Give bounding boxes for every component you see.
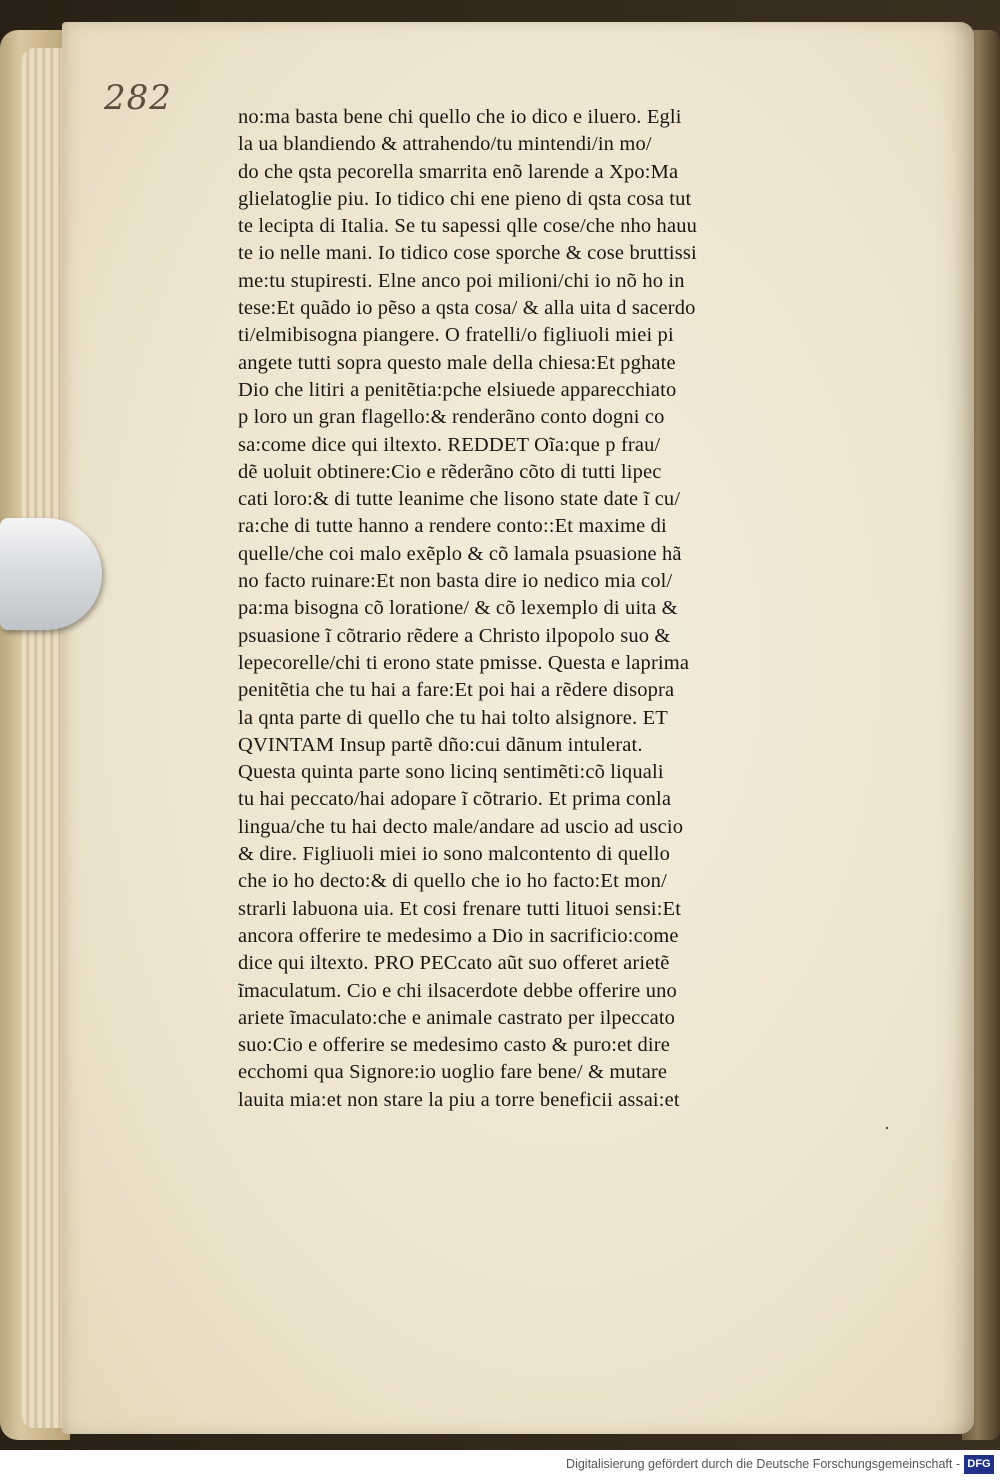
text-line: lepecorelle/chi ti erono state pmisse. Questa e laprima [238,651,690,674]
text-line: Questa quinta parte sono licinq sentimẽti:cõ liquali [238,761,664,784]
margin-mark: · [884,1118,890,1138]
text-line: lingua/che tu hai decto male/andare ad uscio ad uscio [238,815,684,838]
text-line: sa:come dice qui iltexto. REDDET Oĩa:que p frau/ [238,433,661,456]
text-line: ancora offerire te medesimo a Dio in sacrificio:come [238,924,679,947]
text-line: me:tu stupiresti. Elne anco poi milioni/chi io nõ ho in [238,269,685,292]
text-line: ecchomi qua Signore:io uoglio fare bene/ & mutare [238,1061,668,1084]
text-line: tese:Et quãdo io pẽso a qsta cosa/ & alla uita d sacerdo [238,297,696,320]
text-line: te lecipta di Italia. Se tu sapessi qlle cose/che nho hauu [238,215,697,238]
dfg-logo: DFG [964,1455,994,1474]
text-line: glielatoglie piu. Io tidico chi ene pieno di qsta cosa tut [238,187,692,210]
text-line: pa:ma bisogna cõ loratione/ & cõ lexemplo di uita & [238,597,678,620]
text-line: dice qui iltexto. PRO PECcato aũt suo offeret arietẽ [238,952,670,975]
text-line: tu hai peccato/hai adopare ĩ cõtrario. Et prima conla [238,788,672,811]
text-line: angete tutti sopra questo male della chiesa:Et pghate [238,351,676,374]
text-line: quelle/che coi malo exẽplo & cõ lamala psuasione hã [238,542,682,565]
text-line: che io ho decto:& di quello che io ho facto:Et mon/ [238,870,667,893]
footer-credit: Digitalisierung gefördert durch die Deutsche Forschungsgemeinschaft - [566,1457,960,1471]
text-line: la ua blandiendo & attrahendo/tu mintendi/in mo/ [238,133,652,156]
text-line: ariete ĩmaculato:che e animale castrato per ilpeccato [238,1006,676,1029]
page-stack-edge [22,48,67,1428]
text-line: do che qsta pecorella smarrita enõ larende a Xpo:Ma [238,160,679,183]
text-line: Dio che litiri a penitẽtia:pche elsiuede apparecchiato [238,378,677,401]
text-line: p loro un gran flagello:& renderãno conto dogni co [238,406,665,429]
text-line: no:ma basta bene chi quello che io dico e iluero. Egli [238,106,682,128]
text-line: penitẽtia che tu hai a fare:Et poi hai a rẽdere disopra [238,679,675,702]
text-line: suo:Cio e offerire se medesimo casto & puro:et dire [238,1034,670,1057]
text-line: strarli labuona uia. Et cosi frenare tutti lituoi sensi:Et [238,897,682,920]
text-line: ra:che di tutte hanno a rendere conto::Et maxime di [238,515,667,538]
folio-number: 282 [104,78,172,118]
text-line: la qnta parte di quello che tu hai tolto alsignore. ET [238,706,668,729]
text-line: ĩmaculatum. Cio e chi ilsacerdote debbe offerire uno [238,979,677,1002]
text-line: cati loro:& di tutte leanime che lisono state date ĩ cu/ [238,488,681,511]
text-line: ti/elmibisogna piangere. O fratelli/o figliuoli miei pi [238,324,674,347]
text-line: psuasione ĩ cõtrario rẽdere a Christo ilpopolo suo & [238,624,671,647]
text-line: no facto ruinare:Et non basta dire io nedico mia col/ [238,570,673,593]
printed-text-block [238,104,858,1114]
text-line: lauita mia:et non stare la piu a torre beneficii assai:et [238,1088,680,1111]
text-line: dẽ uoluit obtinere:Cio e rẽderãno cõto di tutti lipec [238,460,662,483]
footer-bar [0,1450,1000,1480]
text-line: & dire. Figliuoli miei io sono malcontento di quello [238,843,670,866]
text-line: QVINTAM Insup partẽ dño:cui dãnum intulerat. [238,733,643,756]
text-line: te io nelle mani. Io tidico cose sporche & cose bruttissi [238,242,697,265]
